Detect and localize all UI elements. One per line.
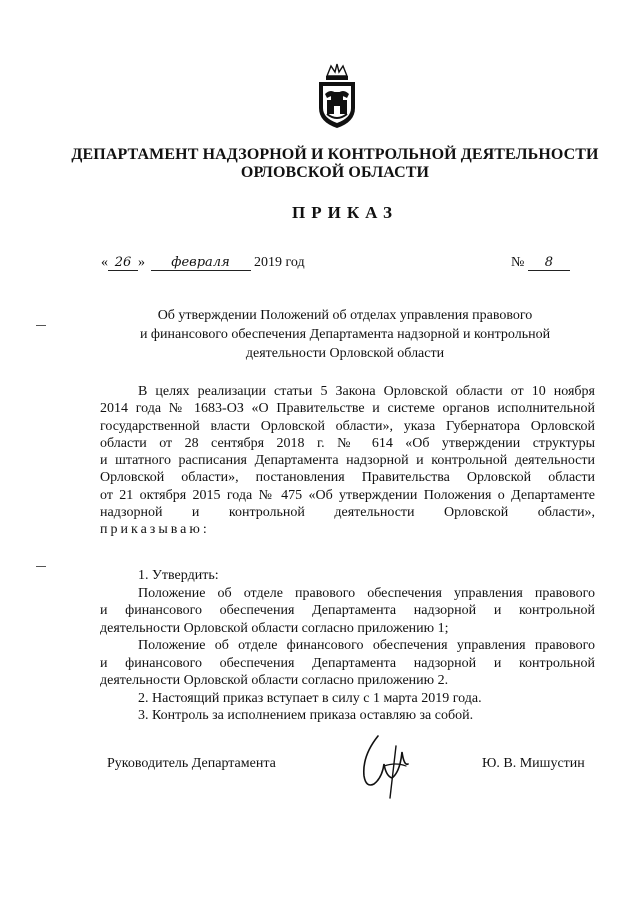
order-word: приказываю: [100, 522, 210, 538]
preamble-line: 2014 года № 1683-ОЗ «О Правительстве и системе органов исполнительной [100, 401, 595, 417]
date-day: 26 [114, 255, 132, 270]
order-subject [115, 306, 575, 363]
date-close-quote: » [138, 255, 145, 270]
preamble-line: В целях реализации статьи 5 Закона Орловской области от 10 ноября [138, 384, 595, 399]
handwritten-signature [356, 726, 420, 800]
item-1a-line: Положение об отделе правового обеспечения управления правового [138, 585, 595, 601]
document-type-title: ПРИКАЗ [292, 203, 398, 222]
signer-name: Ю. В. Мишустин [482, 756, 585, 771]
date-year: 2019 год [254, 255, 305, 270]
preamble-line: Орловской области», постановления Правительства Орловской области [100, 470, 595, 486]
item-1b-line: и финансового обеспечения Департамента надзорной и контрольной [100, 655, 595, 671]
coat-of-arms-emblem [313, 62, 361, 130]
preamble-line: и штатного расписания Департамента надзорной и контрольной деятельности [100, 453, 595, 469]
date-open-quote: « [101, 255, 108, 270]
item-2: 2. Настоящий приказ вступает в силу с 1 марта 2019 года. [138, 690, 482, 706]
department-line-2: ОРЛОВСКОЙ ОБЛАСТИ [240, 164, 430, 181]
date-month: февраля [171, 255, 230, 270]
item-1-head: 1. Утвердить: [138, 568, 219, 583]
number-label: № [511, 255, 525, 270]
item-1b-line: деятельности Орловской области согласно приложению 2. [100, 673, 449, 688]
subject-line-1: Об утверждении Положений об отделах управления правового [157, 308, 533, 323]
preamble-line: области от 28 сентября 2018 г. № 614 «Об утверждении структуры [100, 435, 595, 451]
item-1b-line: Положение об отделе финансового обеспечения управления правового [138, 638, 595, 653]
department-name [70, 146, 600, 182]
margin-mark [36, 325, 46, 326]
subject-line-3: деятельности Орловской области [245, 346, 445, 361]
preamble-line: от 21 октября 2015 года № 475 «Об утверждении Положения о Департаменте [100, 487, 595, 503]
department-line-1: ДЕПАРТАМЕНТ НАДЗОРНОЙ И КОНТРОЛЬНОЙ ДЕЯТЕЛЬНОСТИ [71, 146, 599, 163]
preamble-line: надзорной и контрольной деятельности Орловской области», [100, 505, 595, 521]
order-items [100, 567, 595, 725]
order-number [511, 255, 570, 271]
number-value: 8 [544, 255, 553, 270]
preamble [100, 383, 595, 539]
signer-position: Руководитель Департамента [107, 756, 276, 771]
item-3: 3. Контроль за исполнением приказа оставляю за собой. [138, 708, 474, 723]
item-1a-line: и финансового обеспечения Департамента надзорной и контрольной [100, 603, 595, 618]
preamble-line: государственной власти Орловской области», указа Губернатора Орловской [100, 418, 595, 434]
subject-line-2: и финансового обеспечения Департамента надзорной и контрольной [139, 327, 551, 342]
order-date [101, 255, 305, 271]
item-1a-line: деятельности Орловской области согласно приложению 1; [100, 620, 449, 636]
margin-mark [36, 566, 46, 567]
